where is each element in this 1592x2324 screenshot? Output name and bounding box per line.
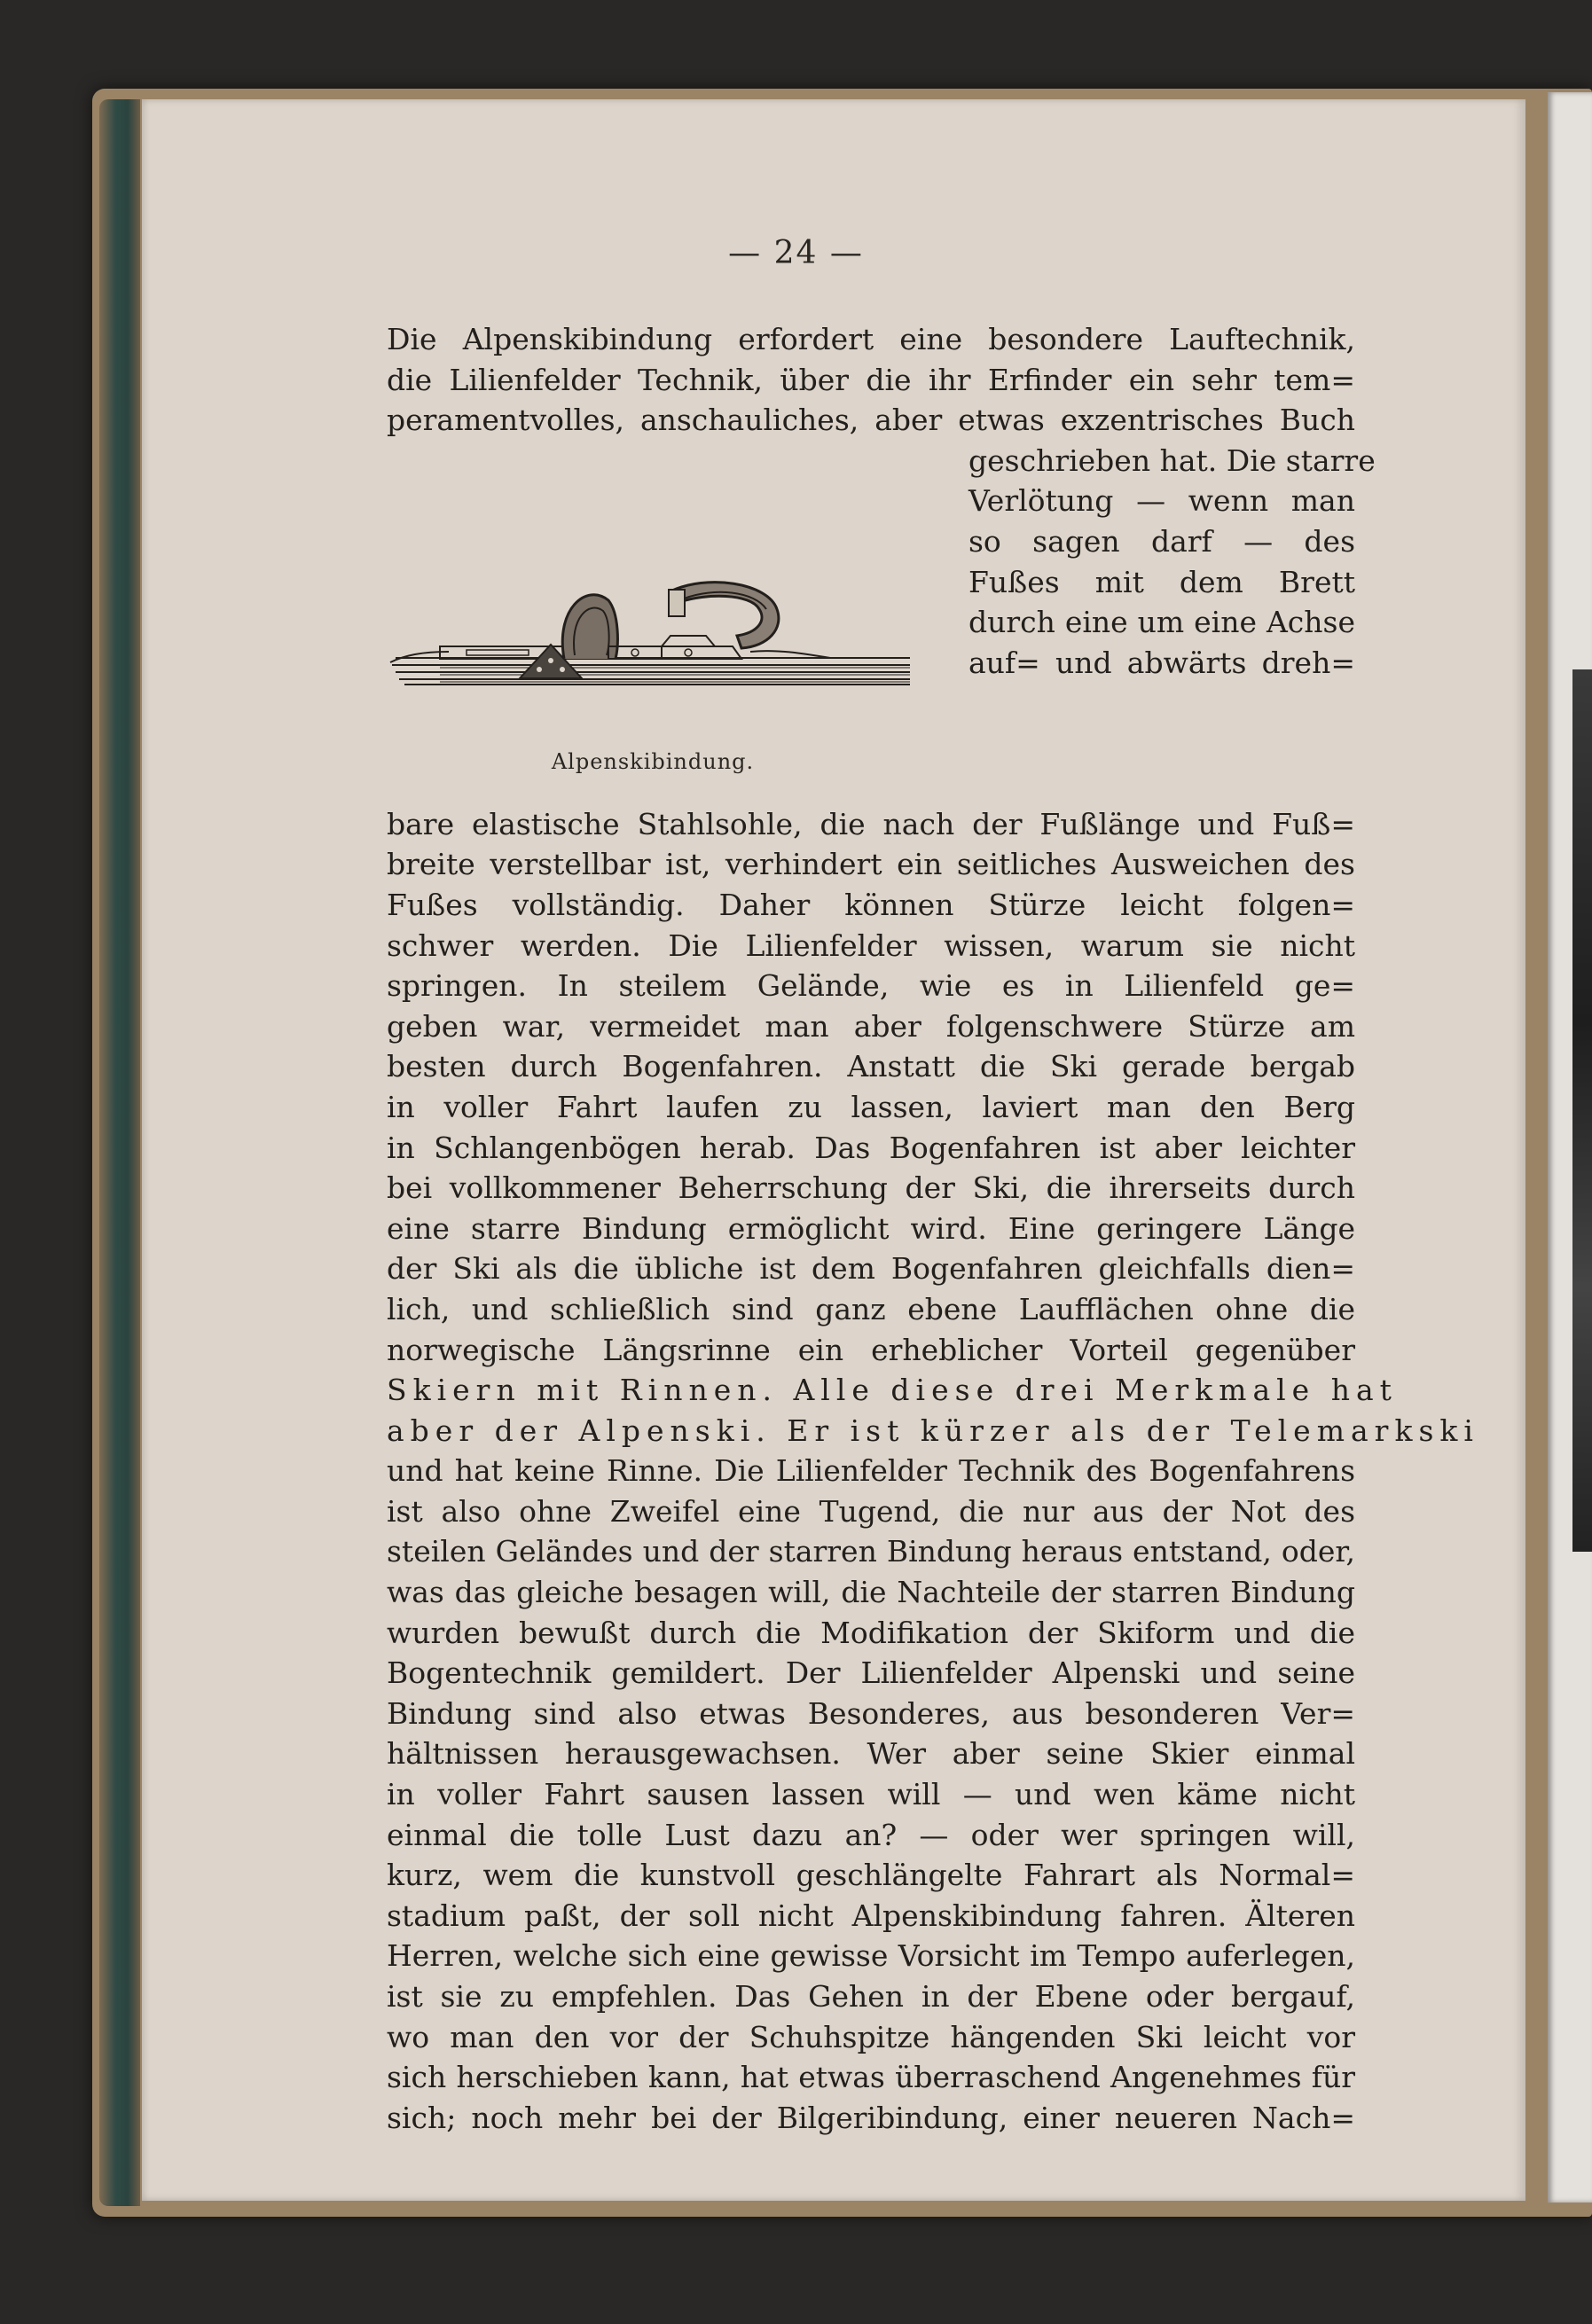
text-line: Herren, welche sich eine gewisse Vorsicht im Tempo auferlegen, xyxy=(387,1938,1355,1974)
text-line: Bogentechnik gemildert. Der Lilienfelder Alpenski und seine xyxy=(387,1655,1355,1691)
text-line: sich; noch mehr bei der Bilgeribindung, einer neueren Nach= xyxy=(387,2100,1355,2135)
text-line: und hat keine Rinne. Die Lilienfelder Technik des Bogenfahrens xyxy=(387,1453,1355,1489)
text-line: aber der Alpenski. Er ist kürzer als der Telemarkski xyxy=(387,1412,1479,1448)
text-line: die Lilienfelder Technik, über die ihr Erfinder ein sehr tem= xyxy=(387,362,1355,397)
text-line: hältnissen herausgewachsen. Wer aber seine Skier einmal xyxy=(387,1736,1355,1772)
text-line: ist also ohne Zweifel eine Tugend, die nur aus der Not des xyxy=(387,1493,1355,1529)
book-spine-edge xyxy=(99,99,140,2206)
figure-wrap-area xyxy=(387,441,1376,804)
text-line: einmal die tolle Lust dazu an? — oder wer springen will, xyxy=(387,1817,1355,1852)
text-line: bei vollkommener Beherrschung der Ski, die ihrerseits durch xyxy=(387,1170,1355,1206)
text-line: springen. In steilem Gelände, wie es in Lilienfeld ge= xyxy=(387,968,1355,1004)
text-line: eine starre Bindung ermöglicht wird. Eine geringere Länge xyxy=(387,1210,1355,1246)
text-line: in Schlangenbögen herab. Das Bogenfahren ist aber leichter xyxy=(387,1130,1355,1165)
facing-page-photo-edge xyxy=(1572,669,1592,1552)
text-line: norwegische Längsrinne ein erheblicher Vorteil gegenüber xyxy=(387,1332,1355,1367)
text-line: stadium paßt, der soll nicht Alpenskibindung fahren. Älteren xyxy=(387,1898,1355,1933)
text-line: lich, und schließlich sind ganz ebene Laufflächen ohne die xyxy=(387,1291,1355,1326)
text-line: der Ski als die übliche ist dem Bogenfahren gleichfalls dien= xyxy=(387,1251,1355,1287)
body-text xyxy=(387,319,1479,2138)
text-line: bare elastische Stahlsohle, die nach der Fußlänge und Fuß= xyxy=(387,806,1355,841)
text-line: Verlötung — wenn man xyxy=(969,483,1355,519)
ski-binding-figure xyxy=(387,441,919,804)
text-line: Fußes vollständig. Daher können Stürze leicht folgen= xyxy=(387,887,1355,922)
text-line: in voller Fahrt laufen zu lassen, laviert man den Berg xyxy=(387,1089,1355,1124)
text-line: so sagen darf — des xyxy=(969,523,1355,559)
figure-caption: Alpenskibindung. xyxy=(551,748,755,774)
text-line: Fußes mit dem Brett xyxy=(969,564,1355,599)
text-line: sich herschieben kann, hat etwas überraschend Angenehmes für xyxy=(387,2060,1355,2095)
text-line: durch eine um eine Achse xyxy=(969,605,1355,640)
text-line: auf= und abwärts dreh= xyxy=(969,645,1355,680)
text-line: wurden bewußt durch die Modifikation der Skiform und die xyxy=(387,1615,1355,1650)
text-line: geschrieben hat. Die starre xyxy=(969,442,1376,478)
text-line: was das gleiche besagen will, die Nachteile der starren Bindung xyxy=(387,1575,1355,1610)
text-line: besten durch Bogenfahren. Anstatt die Ski gerade bergab xyxy=(387,1049,1355,1084)
wrap-column xyxy=(969,441,1376,684)
text-line: peramentvolles, anschauliches, aber etwas exzentrisches Buch xyxy=(387,403,1355,438)
text-line: wo man den vor der Schuhspitze hängenden Ski leicht vor xyxy=(387,2019,1355,2054)
text-line: in voller Fahrt sausen lassen will — und wen käme nicht xyxy=(387,1777,1355,1812)
text-line: ist sie zu empfehlen. Das Gehen in der Ebene oder bergauf, xyxy=(387,1979,1355,2014)
text-line: schwer werden. Die Lilienfelder wissen, warum sie nicht xyxy=(387,927,1355,963)
text-line: geben war, vermeidet man aber folgenschwere Stürze am xyxy=(387,1008,1355,1044)
page-number: — 24 — xyxy=(728,235,864,271)
text-line: kurz, wem die kunstvoll geschlängelte Fahrart als Normal= xyxy=(387,1858,1355,1893)
ski-binding-engraving-icon xyxy=(387,574,919,733)
text-line: Bindung sind also etwas Besonderes, aus besonderen Ver= xyxy=(387,1695,1355,1731)
text-line: Die Alpenskibindung erfordert eine besondere Lauftechnik, xyxy=(387,322,1355,356)
text-line: Skiern mit Rinnen. Alle diese drei Merkmale hat xyxy=(387,1373,1398,1408)
text-line: breite verstellbar ist, verhindert ein seitliches Ausweichen des xyxy=(387,847,1355,882)
text-line: steilen Geländes und der starren Bindung heraus entstand, oder, xyxy=(387,1534,1355,1569)
